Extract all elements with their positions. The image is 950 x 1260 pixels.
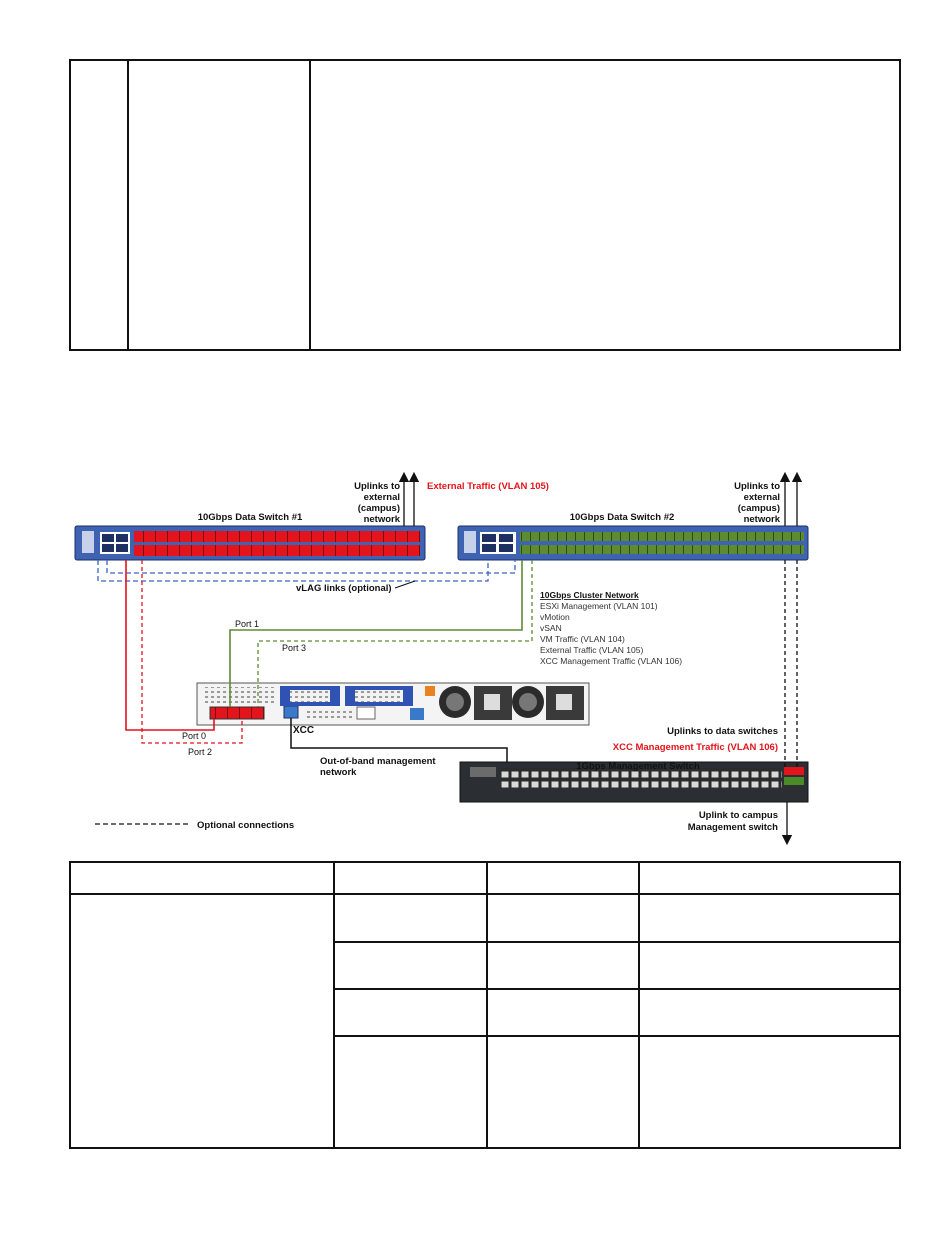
cluster-item: ESXi Management (VLAN 101) [540,601,658,611]
data-switch-2 [458,526,808,560]
table-divider [333,941,899,943]
cluster-item: VM Traffic (VLAN 104) [540,634,625,644]
uplinks-right-line3: (campus) [737,503,780,514]
uplink-arrows-left [404,477,414,526]
campus-uplink-line2: Management switch [687,822,778,833]
cluster-item: External Traffic (VLAN 105) [540,645,644,655]
bottom-table [69,861,901,1149]
vlag-label: vLAG links (optional) [296,583,392,594]
uplinks-right-line4: network [743,514,780,525]
campus-uplink-line1: Uplink to campus [698,810,778,821]
vlag-links [98,560,515,581]
uplinks-left-line1: Uplinks to [354,481,400,492]
external-traffic-label: External Traffic (VLAN 105) [427,481,549,492]
uplinks-right-line2: external [743,492,780,503]
server [197,683,589,725]
network-diagram [0,440,950,860]
xcc-traffic-label: XCC Management Traffic (VLAN 106) [612,742,778,753]
mgmt-uplinks [785,560,797,767]
table-divider [71,893,899,895]
table-divider [127,61,129,349]
port3-label: Port 3 [282,643,307,653]
cluster-item: vMotion [540,612,570,622]
uplinks-data-switches-label: Uplinks to data switches [667,726,778,737]
table-divider [333,988,899,990]
top-table [69,59,901,351]
cluster-item: vSAN [540,623,562,633]
uplinks-left-line4: network [363,514,400,525]
data-switch-1 [75,526,425,560]
uplink-arrows-right [785,477,797,526]
legend-label: Optional connections [197,820,295,831]
table-divider [309,61,311,349]
port0-label: Port 0 [182,731,207,741]
vlag-pointer [395,581,415,588]
uplinks-left-line2: external [363,492,400,503]
switch1-title: 10Gbps Data Switch #1 [197,512,303,523]
table-divider [486,863,488,1147]
xcc-label: XCC [293,725,315,736]
oob-line1: Out-of-band management [320,756,436,767]
uplinks-left-line3: (campus) [357,503,400,514]
cluster-item: XCC Management Traffic (VLAN 106) [540,656,683,666]
port1-label: Port 1 [235,619,260,629]
port2-label: Port 2 [188,747,213,757]
cluster-network-heading: 10Gbps Cluster Network [540,590,639,600]
table-divider [333,1035,899,1037]
switch2-title: 10Gbps Data Switch #2 [569,512,675,523]
table-divider [638,863,640,1147]
mgmt-switch-title: 1Gbps Management Switch [576,761,700,772]
oob-line2: network [320,767,357,778]
uplinks-right-line1: Uplinks to [734,481,780,492]
table-divider [333,863,335,1147]
